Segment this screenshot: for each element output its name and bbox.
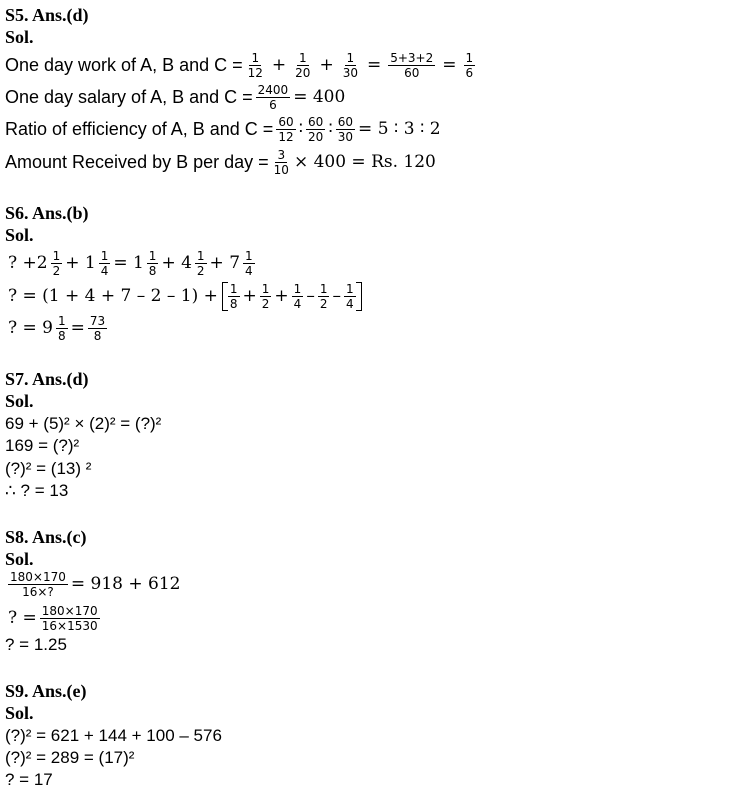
denominator: 2	[196, 263, 205, 278]
fraction	[344, 282, 356, 311]
numerator: 1	[298, 50, 307, 65]
s6-section	[5, 202, 89, 246]
numerator: 1	[196, 248, 205, 263]
numerator: 180×170	[41, 603, 98, 618]
fraction	[40, 604, 100, 633]
fraction	[341, 51, 360, 80]
numerator: 1	[148, 248, 157, 263]
numerator: 60	[278, 114, 294, 129]
numerator: 1	[229, 281, 238, 296]
s5-line-2-text: One day salary of A, B and C =	[5, 86, 253, 107]
fraction	[260, 282, 272, 311]
numerator: 1	[100, 248, 109, 263]
denominator: 16×1530	[41, 618, 98, 633]
s5-line-3: Ratio of efficiency of A, B and C = $\frac{60}{12}$ ∶ $\frac{60}{20}$ ∶ $\frac{60}{30}$ = 5 ∶ 3 ∶ 2	[5, 114, 441, 144]
s5-line-3-result: = 5 ∶ 3 ∶ 2	[358, 119, 441, 139]
s7-line-2: 169 = (?)²	[5, 436, 80, 455]
s5-line-1-text: One day work of A, B and C =	[5, 54, 243, 75]
expr-part: =	[70, 318, 85, 338]
numerator: 1	[52, 248, 61, 263]
denominator: 8	[57, 328, 66, 343]
s9-section	[5, 680, 87, 724]
expr-part: ? = 9	[8, 318, 53, 338]
denominator: 4	[345, 296, 354, 311]
fraction	[276, 115, 295, 144]
numerator: 1	[245, 248, 253, 263]
denominator: 6	[269, 97, 277, 112]
s5-sol-label: Sol.	[5, 27, 34, 47]
fraction	[56, 314, 68, 343]
bracket-group: $\frac{1}{8}$ + $\frac{1}{2}$ + $\frac{1}{4}$ – $\frac{1}{2}$ – $\frac{1}{4}$	[222, 282, 362, 311]
fraction	[293, 51, 312, 80]
denominator: 4	[245, 263, 253, 278]
fraction	[272, 148, 291, 177]
numerator: 1	[465, 50, 474, 65]
s7-line-1: 69 + (5)² × (2)² = (?)²	[5, 414, 162, 433]
denominator: 12	[278, 129, 294, 144]
fraction	[147, 249, 159, 278]
s5-line-2-result: = 400	[293, 87, 346, 107]
fraction	[195, 249, 207, 278]
s9-line-3: ? = 17	[5, 770, 53, 789]
numerator: 3	[277, 147, 286, 162]
fraction	[243, 249, 255, 278]
s6-sol-label: Sol.	[5, 225, 34, 245]
s8-sol-label: Sol.	[5, 549, 34, 569]
s8-line-2	[8, 602, 103, 634]
denominator: 10	[273, 162, 289, 177]
denominator: 12	[247, 65, 263, 80]
numerator: 2400	[257, 82, 289, 97]
expr-part: ? = (1 + 4 + 7 – 2 – 1) +	[8, 286, 218, 306]
numerator: 1	[261, 281, 270, 296]
s8-heading: S8. Ans.(c)	[5, 527, 87, 547]
denominator: 16×?	[22, 584, 54, 599]
s7-heading: S7. Ans.(d)	[5, 369, 89, 389]
fraction	[228, 282, 240, 311]
s6-line-2	[8, 280, 362, 312]
denominator: 2	[319, 296, 328, 311]
expr-part: + 7	[209, 253, 241, 273]
s8-line-1	[5, 568, 180, 600]
numerator: 60	[337, 114, 354, 129]
numerator: 1	[251, 50, 260, 65]
fraction	[464, 51, 476, 80]
s9-line-1: (?)² = 621 + 144 + 100 – 576	[5, 726, 222, 745]
fraction	[246, 51, 265, 80]
s5-line-4-text: Amount Received by B per day =	[5, 151, 269, 172]
denominator: 4	[100, 263, 109, 278]
numerator: 1	[57, 313, 66, 328]
s5-line-1: One day work of A, B and C = $\frac{1}{12}$ + $\frac{1}{20}$ + $\frac{1}{30}$ = $\frac{5+3+2}{60}$ = $\frac{1}{6}$	[5, 50, 474, 80]
s5-heading: S5. Ans.(d)	[5, 5, 89, 25]
s5-line-4-result: × 400 = Rs. 120	[293, 152, 436, 172]
s5-line-4	[5, 146, 436, 178]
fraction	[256, 83, 291, 112]
s6-line-1	[8, 247, 258, 279]
fraction	[336, 115, 355, 144]
denominator: 2	[52, 263, 61, 278]
fraction	[51, 249, 63, 278]
denominator: 20	[308, 129, 324, 144]
fraction	[388, 51, 435, 80]
fraction	[292, 282, 304, 311]
denominator: 30	[342, 65, 358, 80]
fraction	[99, 249, 111, 278]
expr-part: + 1	[65, 253, 96, 273]
fraction	[88, 314, 107, 343]
fraction	[318, 282, 330, 311]
s8-line-1-result: = 918 + 612	[70, 574, 181, 594]
s7-line-4: ∴ ? = 13	[5, 481, 69, 500]
s6-line-3	[8, 312, 110, 344]
denominator: 2	[261, 296, 270, 311]
expr-part: = 1	[113, 253, 144, 273]
s9-heading: S9. Ans.(e)	[5, 681, 87, 701]
s9-sol-label: Sol.	[5, 703, 34, 723]
denominator: 8	[148, 263, 157, 278]
expr-part: ? +2	[8, 253, 48, 273]
numerator: 60	[308, 114, 324, 129]
s6-heading: S6. Ans.(b)	[5, 203, 89, 223]
s5-section	[5, 4, 89, 48]
denominator: 8	[229, 296, 238, 311]
numerator: 73	[89, 313, 106, 328]
expr-part: + 4	[161, 253, 192, 273]
numerator: 1	[293, 281, 302, 296]
s5-line-2	[5, 81, 345, 113]
s8-section	[5, 526, 87, 570]
numerator: 1	[319, 281, 328, 296]
denominator: 8	[93, 328, 102, 343]
fraction	[306, 115, 325, 144]
s8-line-3: ? = 1.25	[5, 635, 67, 654]
numerator: 1	[346, 50, 355, 65]
denominator: 20	[295, 65, 311, 80]
s7-line-3: (?)² = (13) ²	[5, 459, 92, 478]
s7-section	[5, 368, 89, 412]
denominator: 4	[293, 296, 302, 311]
numerator: 180×170	[10, 569, 66, 584]
numerator: 5+3+2	[390, 50, 434, 65]
s7-sol-label: Sol.	[5, 391, 34, 411]
expr-part: ? =	[8, 608, 37, 628]
s9-line-2: (?)² = 289 = (17)²	[5, 748, 135, 767]
denominator: 60	[404, 65, 420, 80]
s5-line-3-text: Ratio of efficiency of A, B and C =	[5, 118, 274, 139]
fraction	[8, 570, 68, 599]
denominator: 6	[465, 65, 474, 80]
numerator: 1	[345, 281, 354, 296]
denominator: 30	[337, 129, 354, 144]
